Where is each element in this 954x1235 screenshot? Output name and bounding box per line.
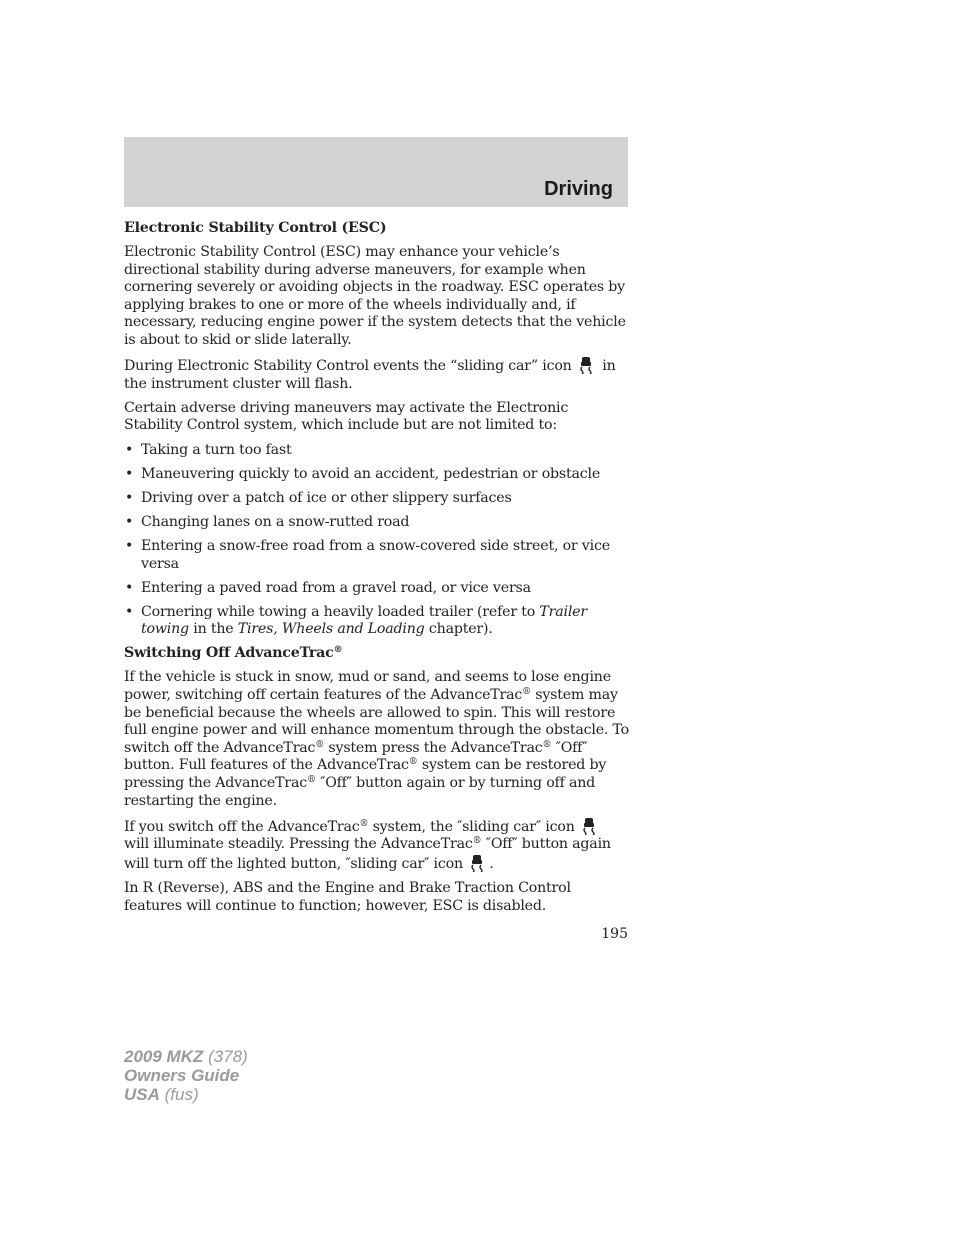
document-footer	[124, 1047, 248, 1104]
footer-region-code: (fus)	[159, 1085, 199, 1104]
esc-paragraph-2	[124, 356, 630, 393]
text-run: .	[489, 855, 494, 872]
text-run: If you switch off the AdvanceTrac	[124, 818, 360, 835]
list-item-text: Cornering while towing a heavily loaded trailer (refer to	[141, 603, 540, 620]
sliding-car-icon	[467, 854, 489, 872]
text-run: ″Off″ button again or by turning off and restarting the engine.	[124, 775, 596, 809]
list-item: • Driving over a patch of ice or other slippery surfaces	[124, 490, 630, 508]
registered-mark: ®	[472, 836, 482, 847]
text-run: system, the ″sliding car″ icon	[368, 818, 575, 835]
list-item: • Maneuvering quickly to avoid an accident, pedestrian or obstacle	[124, 466, 630, 484]
registered-mark: ®	[333, 645, 343, 656]
footer-line-1	[124, 1047, 248, 1066]
esc-paragraph-1: Electronic Stability Control (ESC) may enhance your vehicle’s directional stability during adverse maneuvers, for example when cornering severely or avoiding objects in the roadway. ESC operates by applying brakes to one or more of the wheels individually and, if necessary, reducing engine power if the system detects that the vehicle is about to skid or slide laterally.	[124, 244, 626, 349]
registered-mark: ®	[408, 757, 418, 768]
advancetrac-paragraph-1	[124, 669, 630, 810]
page-number: 195	[601, 926, 628, 942]
section-header-bar	[124, 137, 628, 207]
text-run: system press the AdvanceTrac	[324, 739, 543, 756]
footer-model: 2009 MKZ	[124, 1047, 204, 1066]
page-body	[124, 220, 630, 922]
text-run: will illuminate steadily. Pressing the AdvanceTrac	[124, 836, 473, 853]
text-run: ″Off″ button. Full features of the AdvanceTrac	[124, 739, 588, 774]
list-item: • Entering a snow-free road from a snow-covered side street, or vice versa	[124, 538, 630, 573]
esc-paragraph-2-text-b: in the instrument cluster will flash.	[124, 358, 616, 392]
footer-region: USA	[124, 1085, 160, 1104]
list-item-text: in the	[188, 621, 238, 638]
maneuver-list	[124, 442, 630, 639]
footer-line-2	[124, 1066, 248, 1085]
trailer-towing-reference: Trailer towing	[141, 603, 587, 638]
advancetrac-heading	[124, 645, 630, 663]
registered-mark: ®	[315, 739, 325, 750]
text-run: If the vehicle is stuck in snow, mud or sand, and seems to lose engine power, switching off certain features of the AdvanceTrac	[124, 669, 611, 704]
footer-line-3	[124, 1085, 248, 1104]
list-item: • Entering a paved road from a gravel road, or vice versa	[124, 580, 630, 598]
advancetrac-paragraph-2	[124, 817, 630, 874]
esc-heading: Electronic Stability Control (ESC)	[124, 220, 387, 236]
esc-paragraph-3: Certain adverse driving maneuvers may activate the Electronic Stability Control system, which include but are not limited to:	[124, 399, 569, 434]
footer-model-code: (378)	[203, 1047, 248, 1066]
list-item: • Changing lanes on a snow-rutted road	[124, 514, 630, 532]
registered-mark: ®	[522, 687, 531, 698]
registered-mark: ®	[306, 775, 316, 786]
list-item	[124, 604, 630, 639]
chapter-reference: Tires, Wheels and Loading	[237, 621, 425, 638]
advancetrac-paragraph-3: In R (Reverse), ABS and the Engine and Brake Traction Control features will continue to function; however, ESC is disabled.	[124, 880, 571, 914]
text-run: ″Off″ button again will turn off the lighted button, ″sliding car″ icon	[124, 836, 611, 872]
esc-paragraph-2-text-a: During Electronic Stability Control events the “sliding car” icon	[124, 358, 572, 375]
sliding-car-icon	[576, 356, 598, 374]
registered-mark: ®	[359, 818, 369, 829]
text-run: system can be restored by pressing the AdvanceTrac	[124, 757, 607, 792]
registered-mark: ®	[542, 739, 552, 750]
list-item-text: chapter).	[424, 621, 493, 638]
sliding-car-icon	[579, 817, 601, 835]
advancetrac-heading-text: Switching Off AdvanceTrac	[124, 645, 334, 662]
section-title: Driving	[544, 178, 613, 200]
text-run: system may be beneficial because the wheels are allowed to spin. This will restore full engine power and will enhance momentum through the obstacle. To switch off the AdvanceTrac	[124, 687, 630, 756]
list-item: • Taking a turn too fast	[124, 442, 630, 460]
footer-guide-title: Owners Guide	[124, 1066, 240, 1085]
